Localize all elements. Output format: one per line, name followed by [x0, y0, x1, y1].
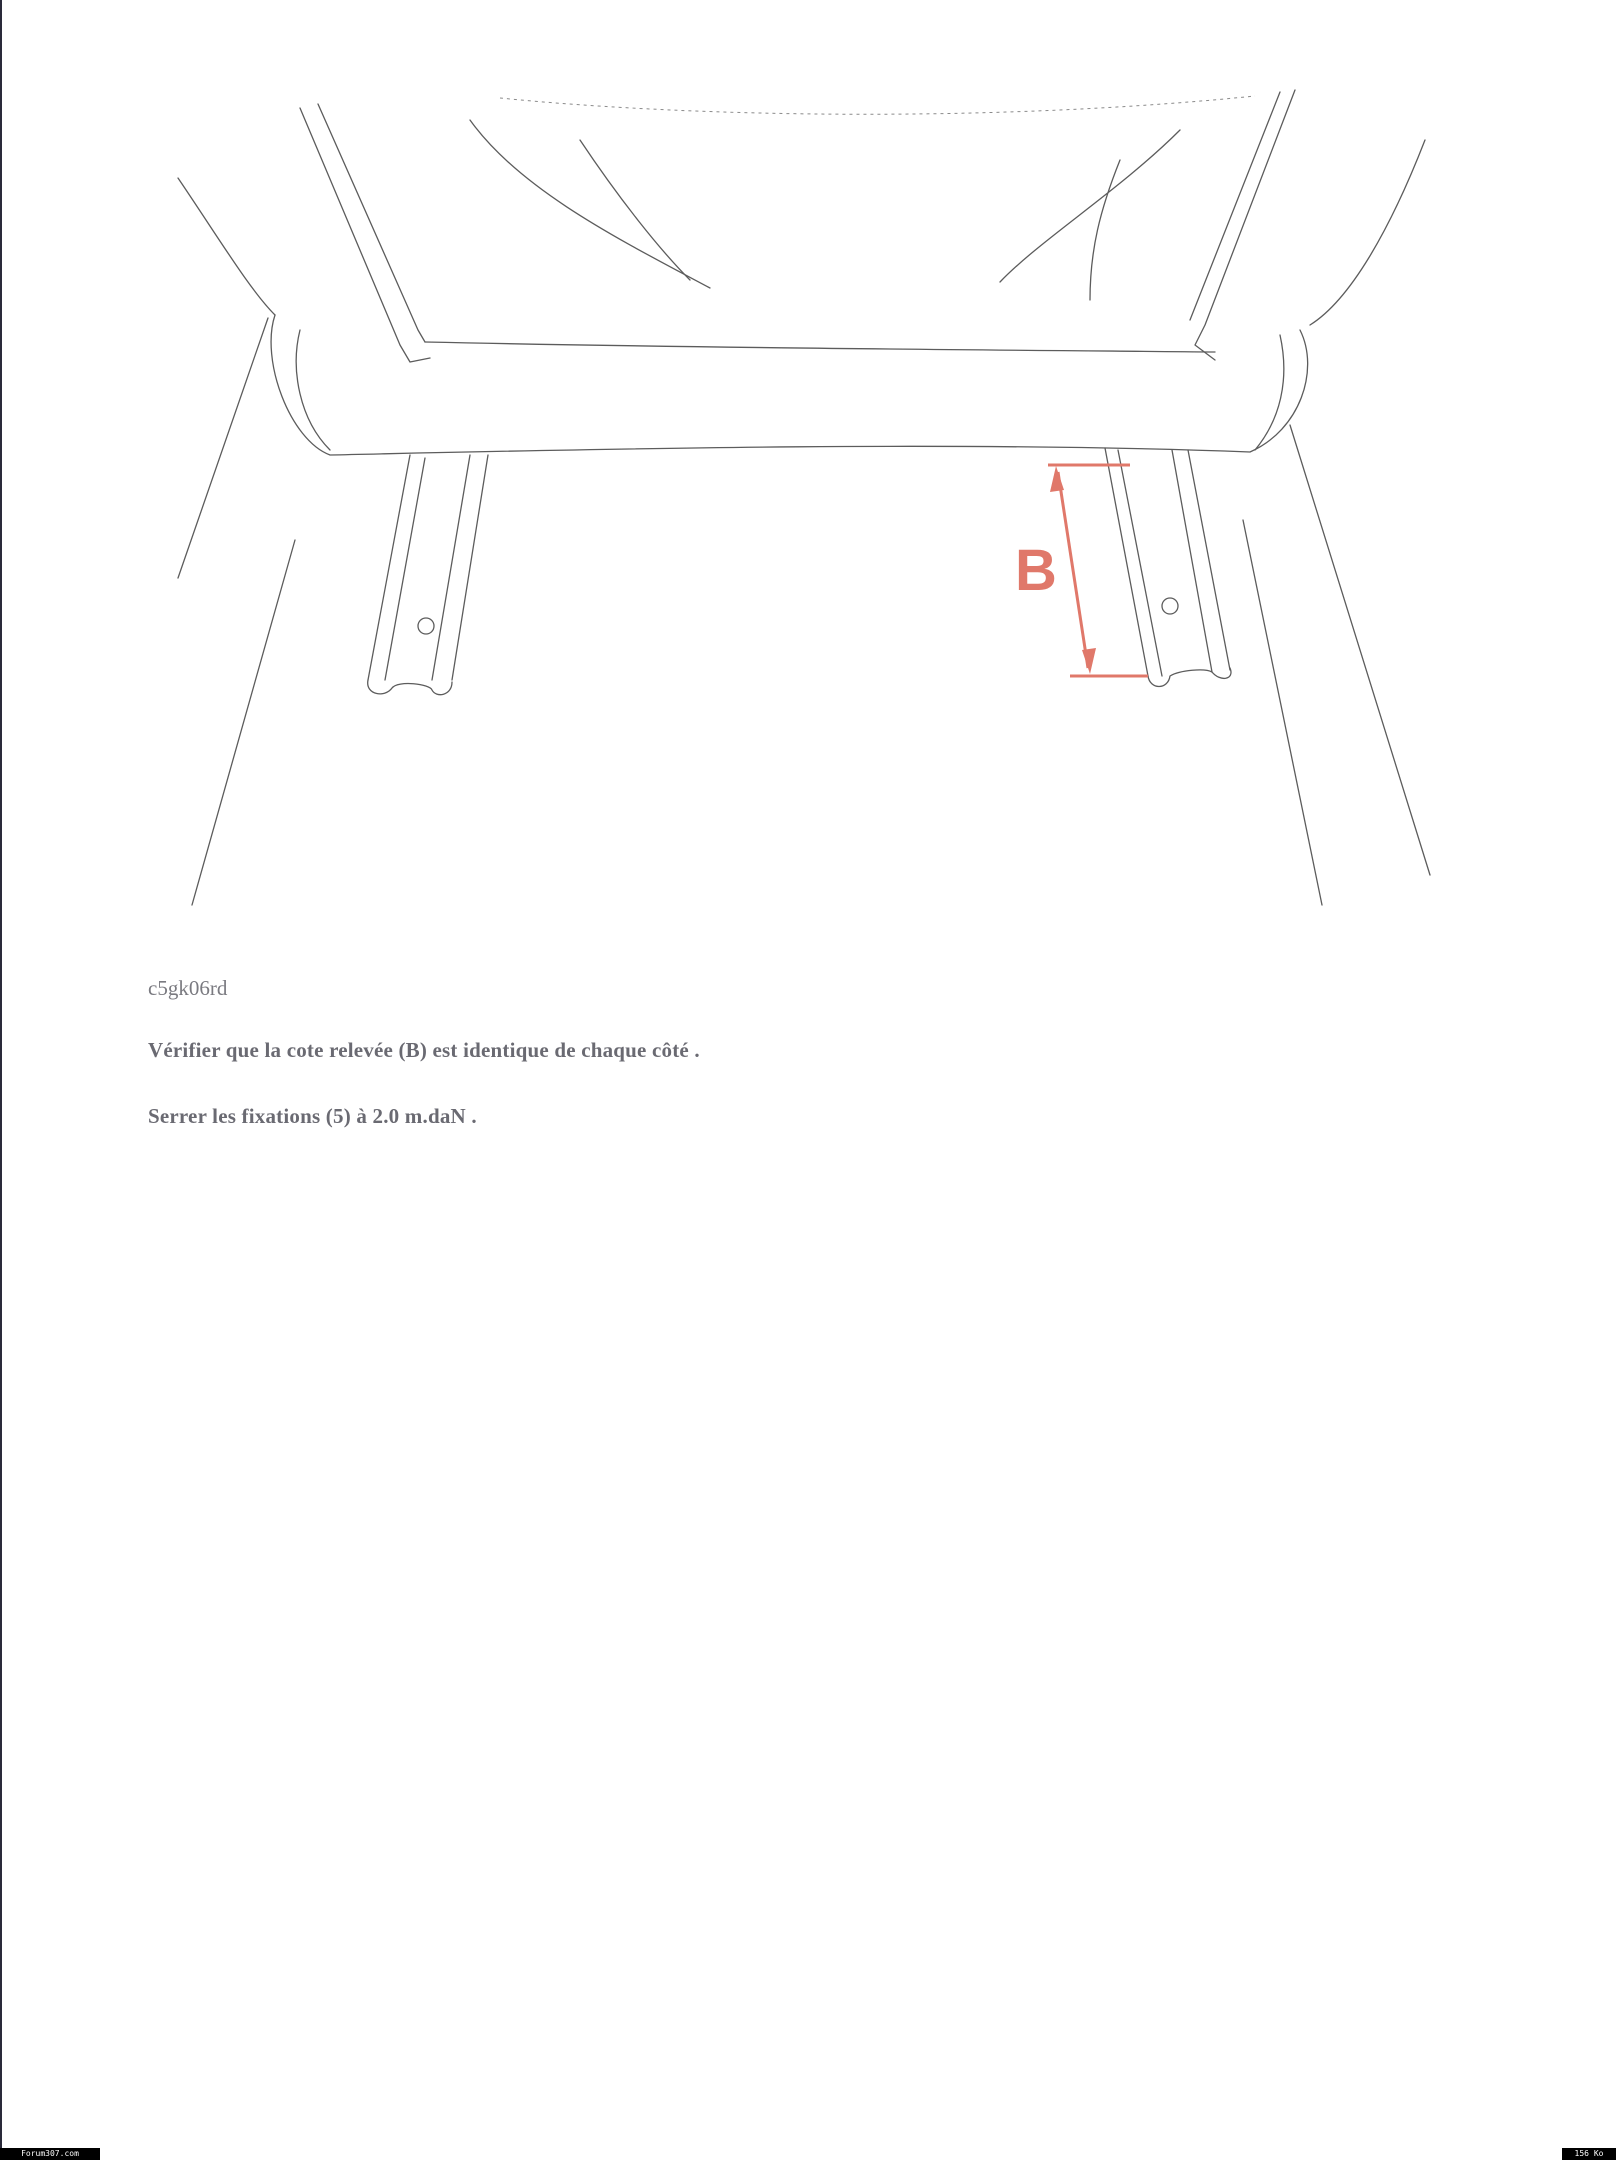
rail-left-edge-2 — [385, 458, 425, 680]
rail-left-edge-4 — [452, 455, 488, 680]
rail-left-end — [368, 680, 452, 695]
seat-bolster-left-inner — [318, 104, 425, 342]
seat-bolster-right-inner — [1190, 92, 1280, 320]
rail-left-edge-1 — [368, 455, 410, 680]
rail-right-edge-1 — [1105, 448, 1148, 676]
seat-side-right-outer — [1310, 140, 1425, 325]
floor-line-right-1 — [1290, 425, 1430, 875]
rail-right-edge-2 — [1118, 450, 1162, 676]
figure-reference: c5gk06rd — [148, 976, 228, 1000]
seat-fold-right — [1000, 130, 1180, 282]
seat-fold-right-2 — [1090, 160, 1120, 300]
floor-line-left-2 — [192, 540, 295, 905]
seat-bolster-left-outer — [300, 108, 430, 362]
dimension-arrow-head-top — [1050, 466, 1064, 492]
seat-fold-left-2 — [580, 140, 690, 280]
dimension-label-b: B — [1015, 538, 1057, 603]
dimension-arrow-head-bottom — [1082, 648, 1096, 674]
dimension-arrow-shaft — [1058, 472, 1088, 668]
rail-left-bolt — [418, 618, 434, 634]
seat-cushion-top-edge — [425, 342, 1215, 352]
footer-size-label: 156 Ko — [1562, 2148, 1616, 2160]
rail-right-edge-3 — [1172, 450, 1212, 672]
seat-side-left-outer — [178, 178, 275, 315]
instruction-tighten-fixings: Serrer les fixations (5) à 2.0 m.daN . — [148, 1104, 477, 1128]
rail-right-edge-4 — [1188, 450, 1230, 670]
seat-cushion-front — [271, 315, 1308, 455]
rail-right-bolt — [1162, 598, 1178, 614]
instruction-check-dimension: Vérifier que la cote relevée (B) est identique de chaque côté . — [148, 1038, 700, 1062]
rail-left-edge-3 — [432, 455, 470, 680]
seat-bolster-right-outer — [1195, 90, 1295, 360]
floor-line-left-1 — [178, 318, 268, 578]
floor-line-right-2 — [1243, 520, 1322, 905]
footer-site-label: Forum307.com — [0, 2148, 100, 2160]
seat-back-top-edge — [500, 96, 1255, 114]
seat-rail-illustration — [0, 0, 1616, 930]
seat-cushion-right-roll — [1255, 335, 1284, 450]
